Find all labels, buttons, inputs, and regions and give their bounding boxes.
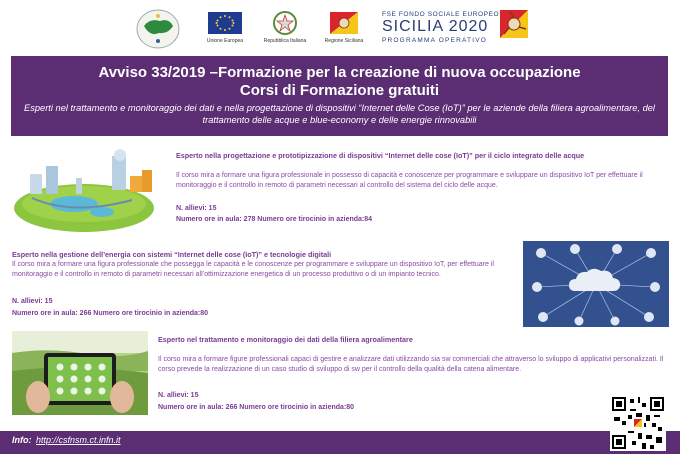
- course-3-title: Esperto nel trattamento e monitoraggio dei dati della filiera agroalimentare: [158, 335, 413, 344]
- footer-bar: [0, 431, 680, 454]
- course-3-description: Il corso mira a formare figure professionali capaci di gestire e analizzare dati utilizzando sia sw commerciali che attraverso lo sviluppo di applicativi personalizzati. Il corso prevede la realizzazione di un caso studio di sviluppo di sw per il controllo della qualità della catena alimentare.: [158, 356, 664, 373]
- banner-description: Esperti nel trattamento e monitoraggio dei dati e nella progettazione di dispositivi “Internet delle Cose (IoT)” per le aziende della filiera agroalimentare, del trattamento delle acque e blue-economy e delle energie rinnovabili: [24, 103, 655, 125]
- qr-code[interactable]: [610, 395, 666, 451]
- banner-title: Avviso 33/2019 –Formazione per la creazione di nuova occupazione: [98, 64, 581, 81]
- banner-subtitle-heading: Corsi di Formazione gratuiti: [239, 82, 440, 99]
- repubblica-emblem-logo: [272, 10, 298, 36]
- course-1-title: Esperto nella progettazione e prototipizzazione di dispositivi “Internet delle cose (IoT)” per il ciclo integrato delle acque: [176, 151, 585, 160]
- course-3-ore: Numero ore in aula: 266 Numero ore tirocinio in azienda:80: [158, 404, 355, 411]
- course-2-ore: Numero ore in aula: 266 Numero ore tirocinio in azienda:80: [12, 310, 209, 317]
- water-cycle-illustration: [12, 146, 164, 236]
- header-banner: [11, 56, 668, 136]
- sicilia-2020-text: SICILIA 2020: [382, 18, 489, 35]
- regione-siciliana-logo: [330, 12, 358, 34]
- course-1-ore: Numero ore in aula: 278 Numero ore tirocinio in azienda:84: [176, 216, 373, 223]
- info-label: Info:: [12, 435, 32, 445]
- iot-cloud-network-illustration: [523, 241, 669, 327]
- course-2-allievi: N. allievi: 15: [12, 298, 53, 305]
- course-2-title: Esperto nella gestione dell’energia con sistemi “Internet delle cose (IoT)” e tecnologie digitali: [12, 250, 332, 259]
- fse-line: FSE FONDO SOCIALE EUROPEO: [382, 11, 500, 18]
- course-3-allievi: N. allievi: 15: [158, 392, 199, 399]
- trinacria-logo: [498, 8, 530, 40]
- repubblica-label: Repubblica Italiana: [263, 38, 307, 44]
- course-1-allievi: N. allievi: 15: [176, 205, 217, 212]
- trinacria-seal-logo: [135, 8, 181, 50]
- info-link[interactable]: http://csfnsm.ct.infn.it: [36, 435, 121, 445]
- eu-label: Unione Europea: [206, 38, 244, 44]
- programma-operativo-text: PROGRAMMA OPERATIVO: [382, 37, 488, 44]
- regione-label: Regione Siciliana: [324, 38, 364, 44]
- course-1-description: Il corso mira a formare una figura professionale in possesso di capacità e conoscenze per programmare e sviluppare un dispositivo IoT per effettuare il monitoraggio e il controllo in remoto di parametri necessari al controllo del sistema del ciclo delle acque.: [176, 172, 643, 189]
- eu-flag-logo: [208, 12, 242, 34]
- agrifood-tablet-illustration: [12, 331, 148, 415]
- course-2-description: Il corso mira a formare una figura professionale che possegga le capacità e le conoscenze per programmare e sviluppare un dispositivo IoT, per effettuare il monitoraggio e il controllo in remoto di parametri necessari all’ottimizzazione energetica di un processo produttivo o di un impianto tecnico.: [12, 261, 494, 278]
- logo-strip: [0, 0, 680, 54]
